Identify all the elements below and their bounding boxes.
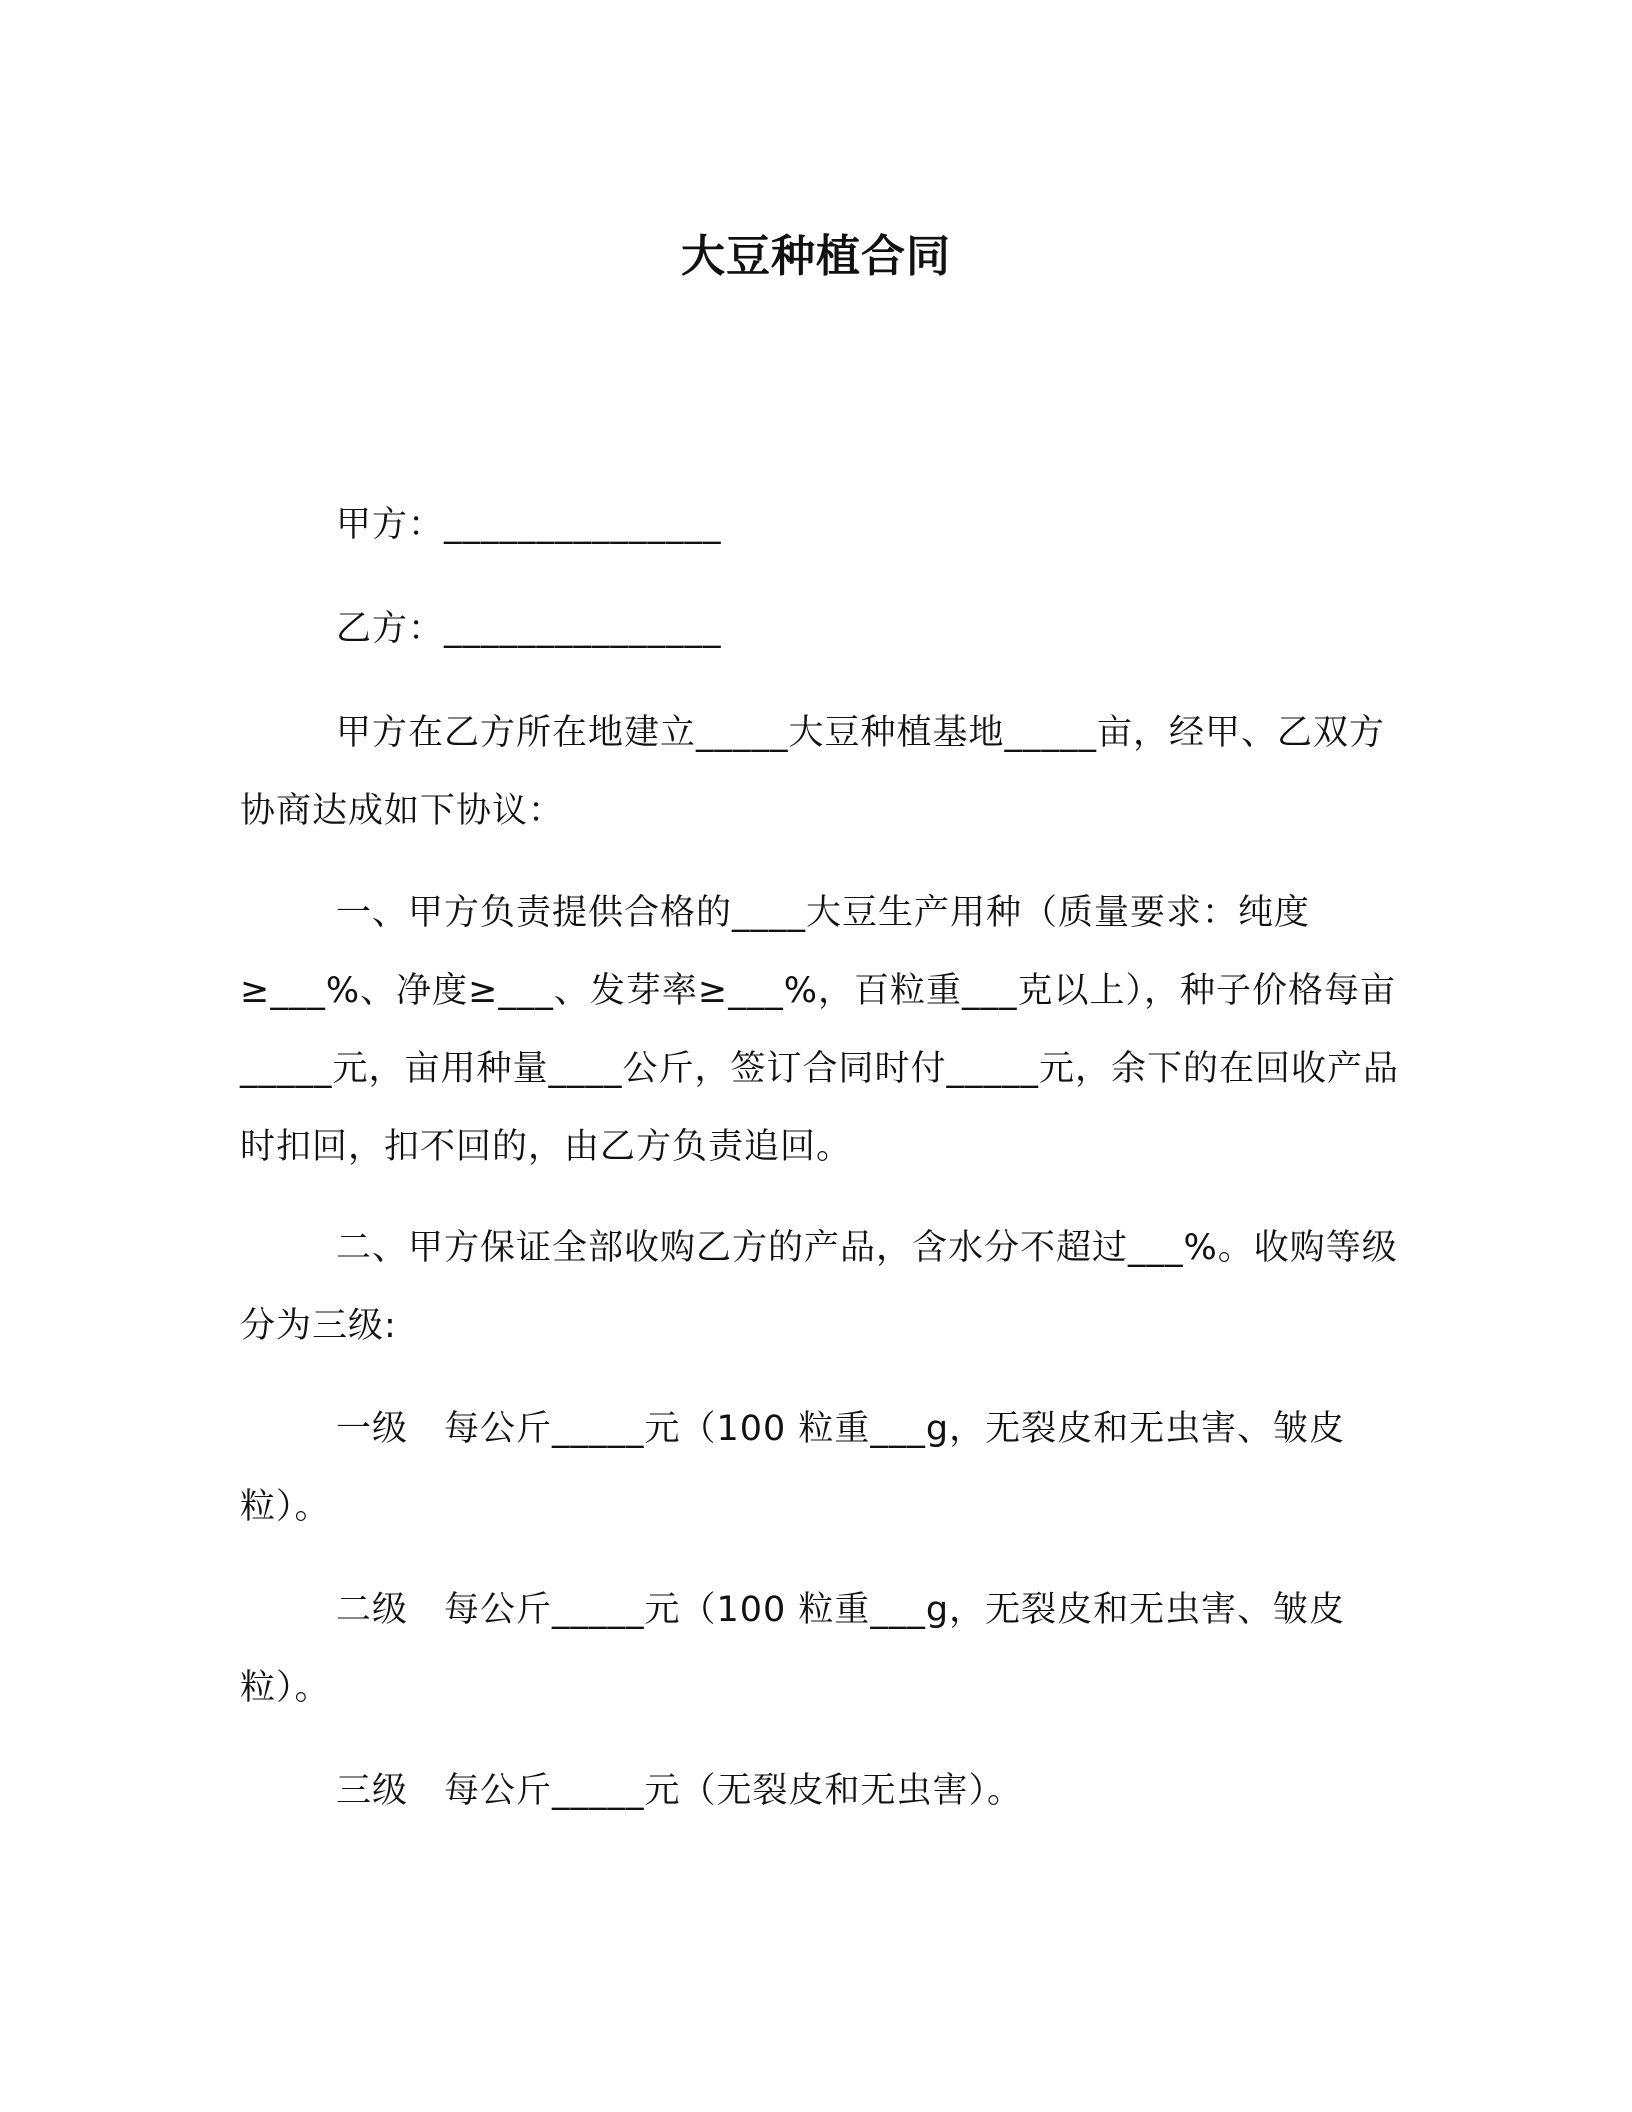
party-b-line: 乙方：_______________ bbox=[336, 609, 722, 649]
clause-1-paragraph: 一、甲方负责提供合格的____大豆生产用种（质量要求：纯度≥___%、净度≥___、发芽率≥___%，百粒重___克以上），种子价格每亩_____元，亩用种量____公斤，签订合同时付_____元，余下的在回收产品时扣回，扣不回的，由乙方负责追回。 bbox=[240, 893, 1400, 1167]
document-title: 大豆种植合同 bbox=[681, 231, 951, 282]
intro-paragraph: 甲方在乙方所在地建立_____大豆种植基地_____亩，经甲、乙双方协商达成如下协议： bbox=[240, 713, 1386, 831]
clause-2-paragraph: 二、甲方保证全部收购乙方的产品，含水分不超过___%。收购等级分为三级: bbox=[240, 1228, 1398, 1346]
grade-2-paragraph: 二级 每公斤_____元（100 粒重___g，无裂皮和无虫害、皱皮粒）。 bbox=[240, 1590, 1346, 1708]
grade-3-paragraph: 三级 每公斤_____元（无裂皮和无虫害）。 bbox=[336, 1771, 1024, 1811]
grade-1-paragraph: 一级 每公斤_____元（100 粒重___g，无裂皮和无虫害、皱皮粒）。 bbox=[240, 1409, 1346, 1527]
party-a-line: 甲方：_______________ bbox=[336, 505, 722, 545]
